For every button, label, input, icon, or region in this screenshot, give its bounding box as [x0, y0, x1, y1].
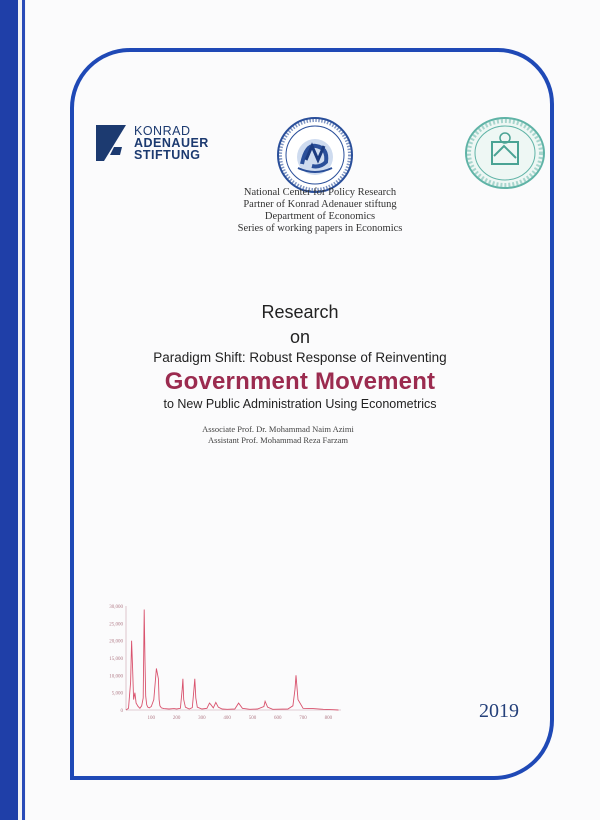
author-name: Assistant Prof. Mohammad Reza Farzam: [208, 435, 348, 445]
institution-line: Department of Economics: [264, 211, 376, 222]
x-tick-label: 300: [198, 716, 206, 721]
university-seal-icon: [464, 116, 546, 190]
series-line: [126, 610, 339, 711]
y-tick-label: 15,000: [109, 657, 123, 662]
x-tick-label: 500: [248, 716, 257, 721]
title-on: on: [289, 327, 311, 347]
kas-logo-icon: [96, 125, 130, 161]
title-research: Research: [261, 302, 339, 322]
main-title: Government Movement: [164, 368, 436, 395]
title-line2: to New Public Administration Using Econometrics: [163, 397, 437, 411]
institution-block: [20, 187, 600, 235]
institution-line: National Center for Policy Research: [243, 187, 397, 198]
author-name: Associate Prof. Dr. Mohammad Naim Azimi: [202, 424, 354, 434]
y-tick-label: 10,000: [109, 674, 123, 680]
kas-line2: ADENAUER: [134, 136, 209, 150]
y-tick-label: 20,000: [109, 639, 123, 645]
institution-line: Partner of Konrad Adenauer stiftung: [243, 199, 397, 210]
x-tick-label: 700: [299, 716, 307, 721]
y-tick-label: 0: [120, 709, 123, 714]
institution-line: Series of working papers in Economics: [237, 223, 403, 234]
ncpr-seal-icon: [276, 116, 354, 194]
kas-logo-text: [134, 125, 209, 161]
y-tick-label: 30,000: [109, 605, 123, 610]
x-tick-label: 200: [172, 716, 181, 721]
kas-logo: [96, 125, 209, 161]
x-tick-label: 400: [223, 716, 231, 721]
y-tick-label: 5,000: [111, 691, 123, 697]
kas-line3: STIFTUNG: [134, 148, 201, 162]
x-tick-label: 600: [274, 716, 282, 721]
spectrum-chart: [96, 600, 346, 722]
title-line1: Paradigm Shift: Robust Response of Reinventing: [153, 350, 447, 365]
publication-year: 2019: [479, 700, 519, 722]
y-tick-label: 25,000: [109, 622, 123, 628]
x-tick-label: 100: [147, 716, 156, 721]
kas-line1: KONRAD: [134, 124, 191, 138]
x-tick-label: 800: [324, 716, 333, 721]
authors-block: [0, 424, 578, 446]
